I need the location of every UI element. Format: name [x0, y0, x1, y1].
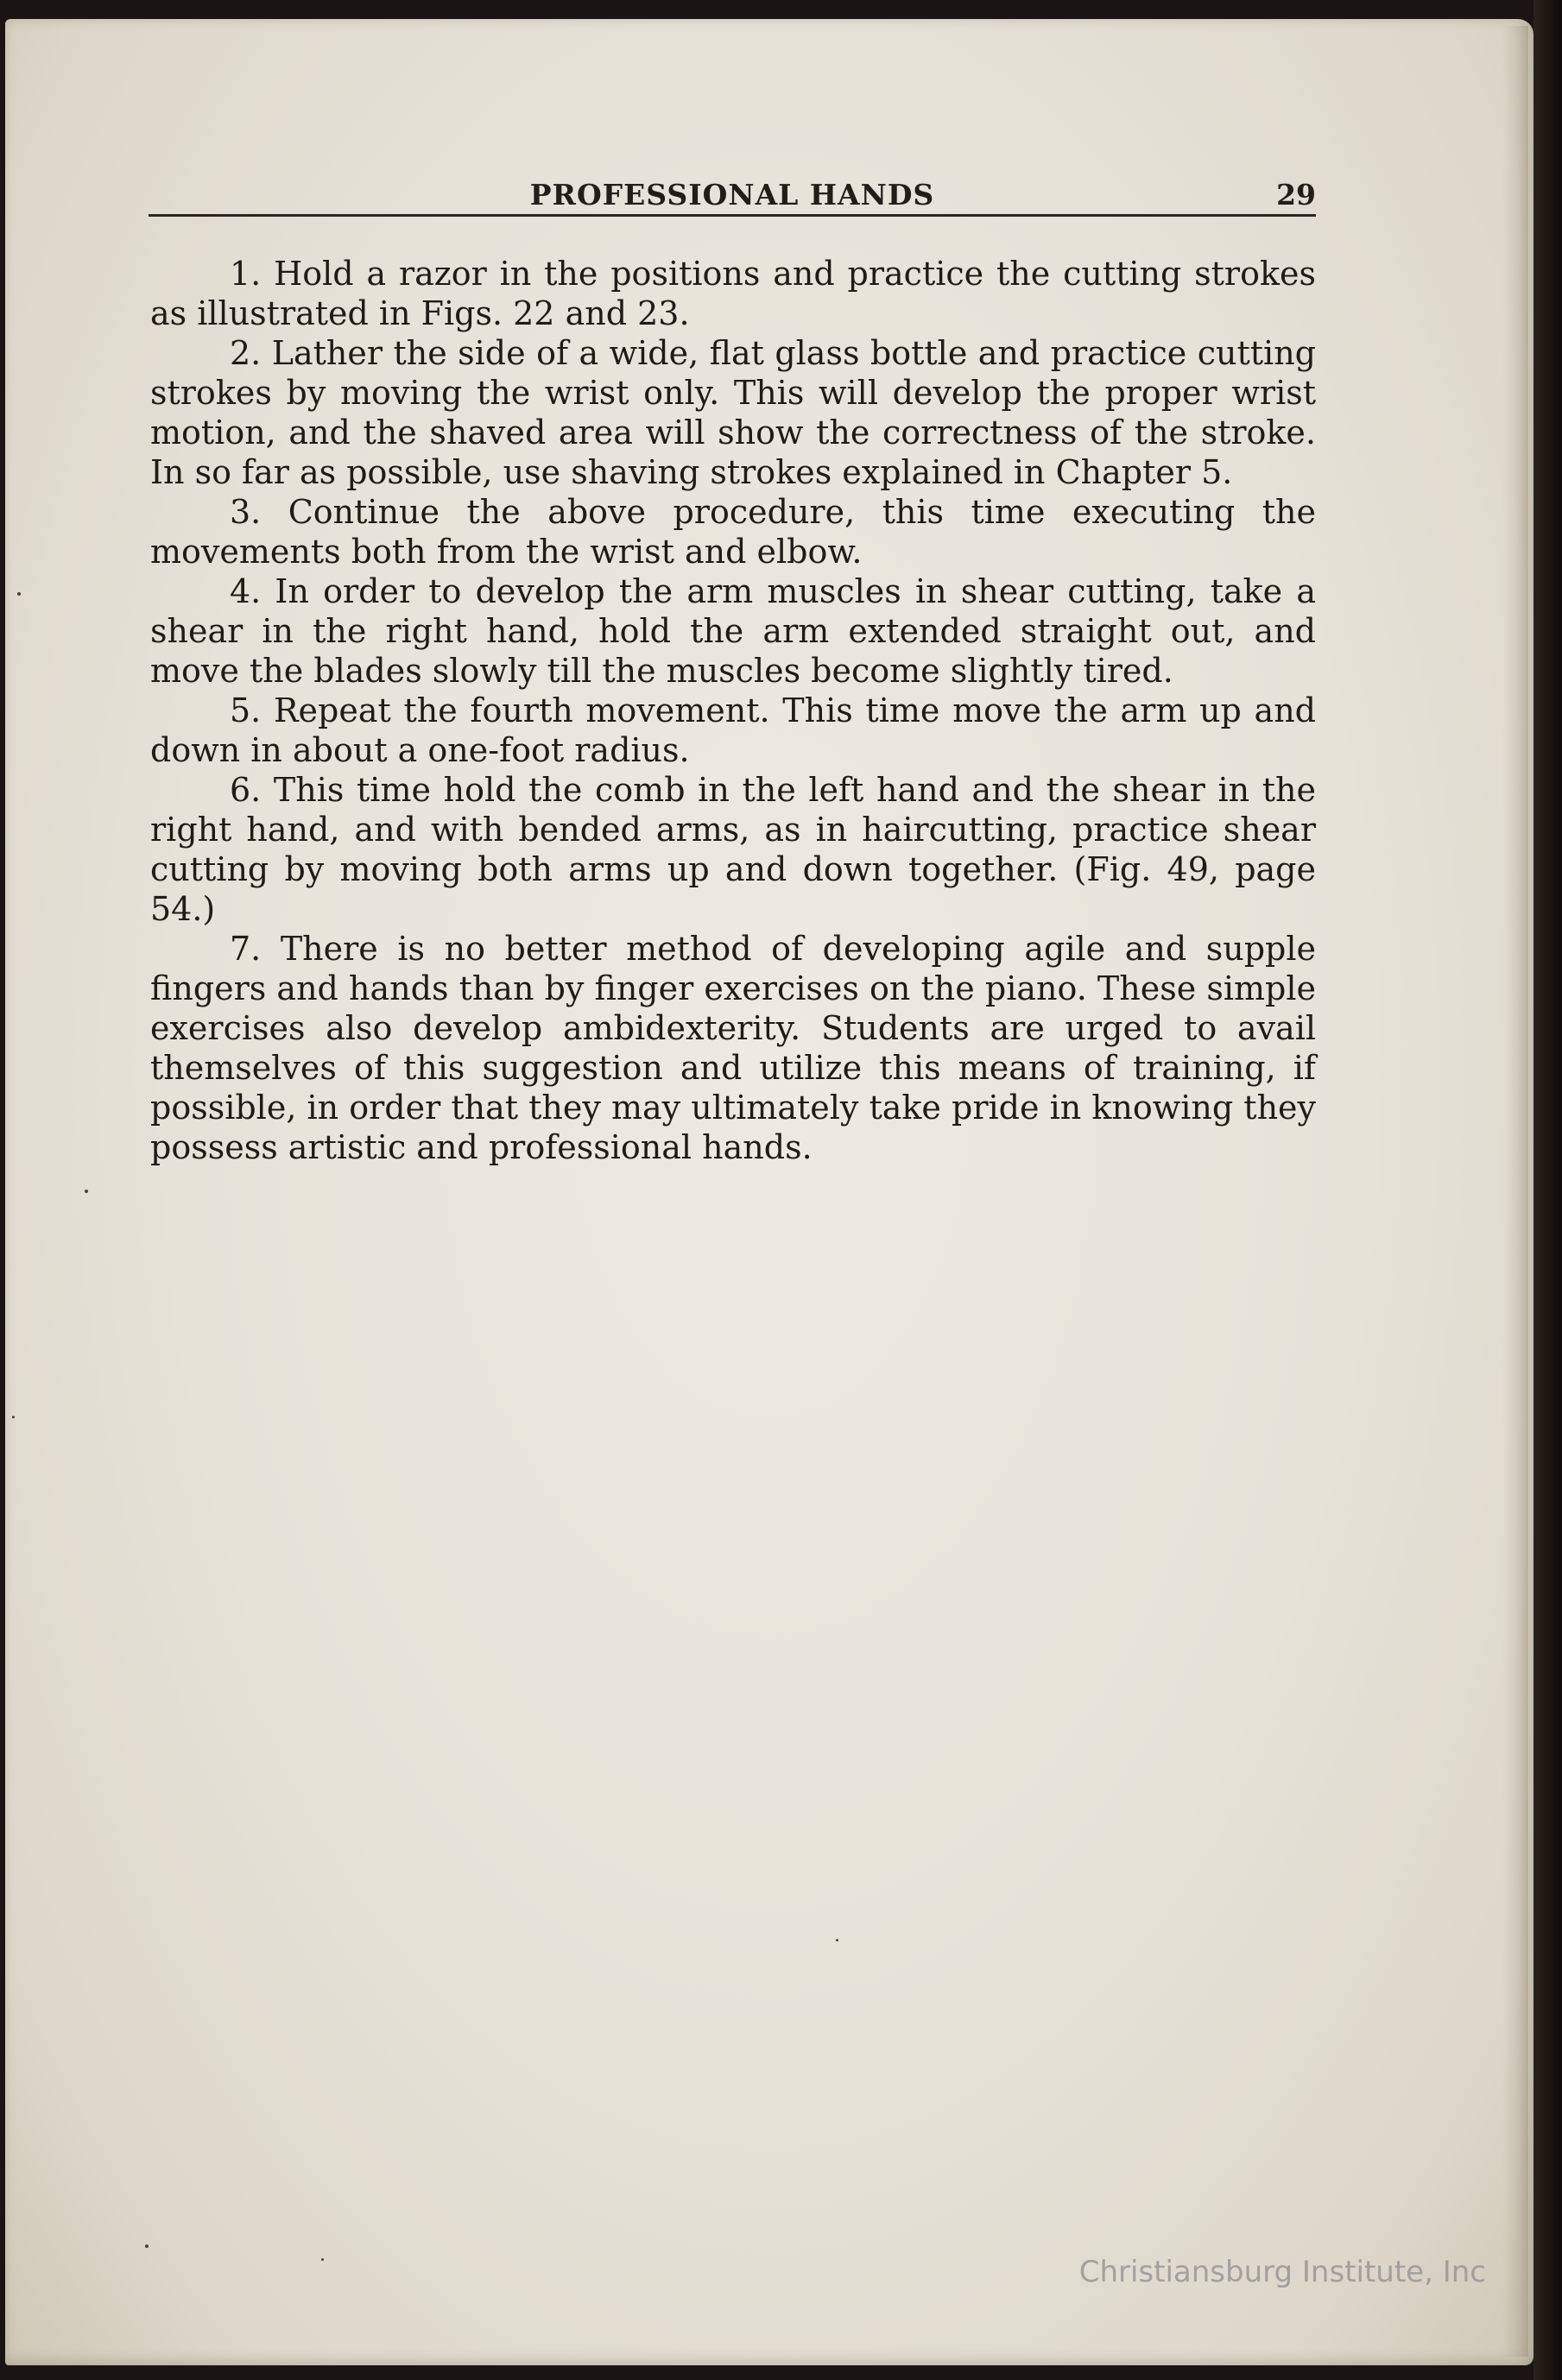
paragraph-5: 5. Repeat the fourth movement. This time move the arm up and down in about a one-foot radius. [150, 691, 1316, 769]
paper-speck [321, 2258, 324, 2261]
paper-speck [17, 592, 21, 596]
paper-speck [85, 1190, 88, 1193]
binding-edge [1534, 0, 1562, 2380]
paragraph-6: 6. This time hold the comb in the left hand and the shear in the right hand, and with bended arms, as in haircutting, practice shear cutting by moving both arms up and down together. (Fig. 49, page 54.) [150, 771, 1316, 928]
paragraph-7: 7. There is no better method of developing agile and supple fingers and hands than by finger exercises on the piano. These simple exercises also develop ambidexterity. Students are urged to avail themselves of this suggestion and utilize this means of training, if possible, in order that they may ultimately take pride in knowing they possess artistic and professional hands. [150, 930, 1316, 1166]
paper-speck [12, 1416, 15, 1418]
running-head: PROFESSIONAL HANDS [529, 178, 935, 211]
paragraph-2: 2. Lather the side of a wide, flat glass bottle and practice cutting strokes by moving the wrist only. This will develop the proper wrist motion, and the shaved area will show the correctness of the stroke. In so far as possible, use shaving strokes explained in Chapter 5. [150, 334, 1316, 491]
paper-speck [145, 2244, 149, 2248]
paragraph-4: 4. In order to develop the arm muscles in shear cutting, take a shear in the right hand, hold the arm extended straight out, and move the blades slowly till the muscles become slightly tired. [150, 572, 1316, 690]
page-header [149, 174, 1316, 217]
body-text [150, 254, 1316, 1167]
paragraph-1: 1. Hold a razor in the positions and practice the cutting strokes as illustrated in Figs. 22 and 23. [150, 255, 1316, 332]
watermark: Christiansburg Institute, Inc [1078, 2255, 1486, 2289]
paper-speck [836, 1939, 838, 1941]
paragraph-3: 3. Continue the above procedure, this time executing the movements both from the wrist and elbow. [150, 493, 1316, 571]
page-edge-shadow [1502, 26, 1528, 2357]
page-number: 29 [1276, 178, 1316, 211]
